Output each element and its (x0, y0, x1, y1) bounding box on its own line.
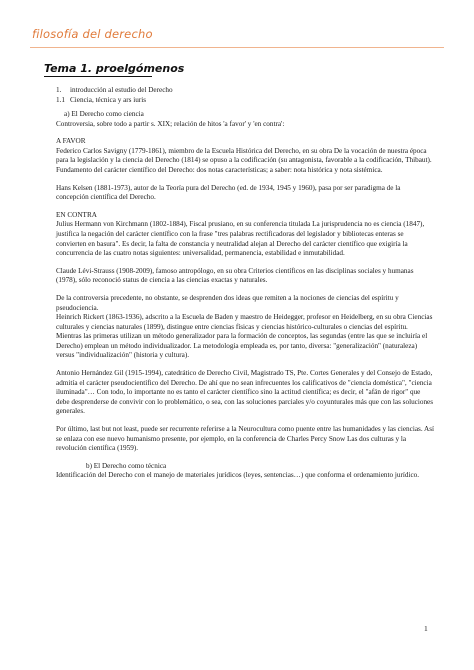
favor-heading: A FAVOR (56, 137, 86, 146)
paragraph-savigny: Federico Carlos Savigny (1779-1861), miembro de la Escuela Histórica del Derecho, en su obra De la vocación de nuestra época para la legislación y la ciencia del Derecho (1814) se opuso a la codificación (su antagonista, favorable a la codificación, Thibaut). Fundamento del carácter científico del Derecho: dos notas características; a saber: nota histórica y nota sistémica. (56, 146, 432, 174)
section-b-text: Identificación del Derecho con el manejo de materiales jurídicos (leyes, sentencias…) que conforma el ordenamiento jurídico. (56, 471, 420, 480)
paragraph-kelsen: Hans Kelsen (1881-1973), autor de la Teoría pura del Derecho (ed. de 1934, 1945 y 1960), pasa por ser paradigma de la concepción científica del Derecho. (56, 183, 401, 202)
contra-heading: EN CONTRA (56, 210, 97, 219)
paragraph-hernandez-gil: Antonio Hernández Gil (1915-1994), catedrático de Derecho Civil, Magistrado TS, Pte. Cortes Generales y del Consejo de Estado, admitía el carácter pseudocientífico del Derecho. De ahí que no sean infrecuentes los calificativos de "ciencia doméstica", "ciencia iluminada"… Con todo, lo importante no es tanto el carácter científico sino la actitud científica; es decir, el "afán de rigor" que debe desprenderse de convivir con lo problemático, o sea, con las soluciones parciales y/o coyunturales más que con las soluciones generales. (56, 369, 434, 416)
section-a-heading: a) El Derecho como ciencia (64, 110, 144, 118)
paragraph-rickert: Heinrich Rickert (1863-1936), adscrito a la Escuela de Baden y maestro de Heidegger, profesor en Heidelberg, en su obra Ciencias culturales y ciencias naturales (1899), distingue entre ciencias físicas y ciencias histórico-culturales o ciencias del espíritu. Mientras las primeras utilizan un método generalizador para la formación de conceptos, las segundas (entre las que se incluiría el Derecho) emplean un método individualizador. La metodología empleada es, por tanto, diversa: "generalización" (naturaleza) versus "individualización" (historia y cultura). (56, 313, 433, 360)
toc-item-text: Ciencia, técnica y ars iuris (70, 95, 147, 104)
toc-item-number: 1. (56, 86, 62, 94)
header-rule (30, 47, 444, 48)
toc-item (56, 96, 173, 106)
paragraph-neurocultura: Por último, last but not least, puede ser recurrente referirse a la Neurocultura como puente entre las humanidades y las ciencias. Así se enlaza con ese nuevo humanismo presente, por ejemplo, en la conferencia de Charles Percy Snow Las dos culturas y la revolución científica (1959). (56, 425, 435, 453)
page-number: 1 (424, 624, 428, 633)
header-title: filosofía del derecho (32, 27, 153, 41)
toc-item (56, 86, 173, 96)
document-body (56, 110, 434, 481)
paragraph-kirchmann: Julius Hermann von Kirchmann (1802-1884), Fiscal prusiano, en su conferencia titulada La jurisprudencia no es ciencia (1847), justifica la negación del carácter científico con la frase "tres palabras rectificadoras del legislador y bibliotecas enteras se convierten en basura". Es decir, la falta de constancia y neutralidad alejan al Derecho del carácter científico que exigiría la concurrencia de las cuatro notas siguientes: universalidad, permanencia, estabilidad e inmutabilidad. (56, 220, 425, 258)
toc-item-text: introducción al estudio del Derecho (70, 86, 173, 94)
section-b-heading: b) El Derecho como técnica (86, 461, 167, 470)
toc-item-number: 1.1 (56, 95, 65, 104)
tema-underline (44, 76, 152, 77)
paragraph-controversia: De la controversia precedente, no obstante, se desprenden dos ideas que remiten a la nociones de ciencias del espíritu y pseudociencia. (56, 293, 399, 312)
tema-heading: Tema 1. proelgómenos (44, 62, 185, 75)
toc-list (56, 86, 173, 105)
paragraph-levi-strauss: Claude Lévi-Strauss (1908-2009), famoso antropólogo, en su obra Criterios científicos en las disciplinas sociales y humanas (1978), sólo reconoció status de ciencia a las ciencias exactas y naturales. (56, 266, 414, 285)
section-a-intro: Controversia, sobre todo a partir s. XIX; relación de hitos 'a favor' y 'en contra': (56, 119, 285, 128)
